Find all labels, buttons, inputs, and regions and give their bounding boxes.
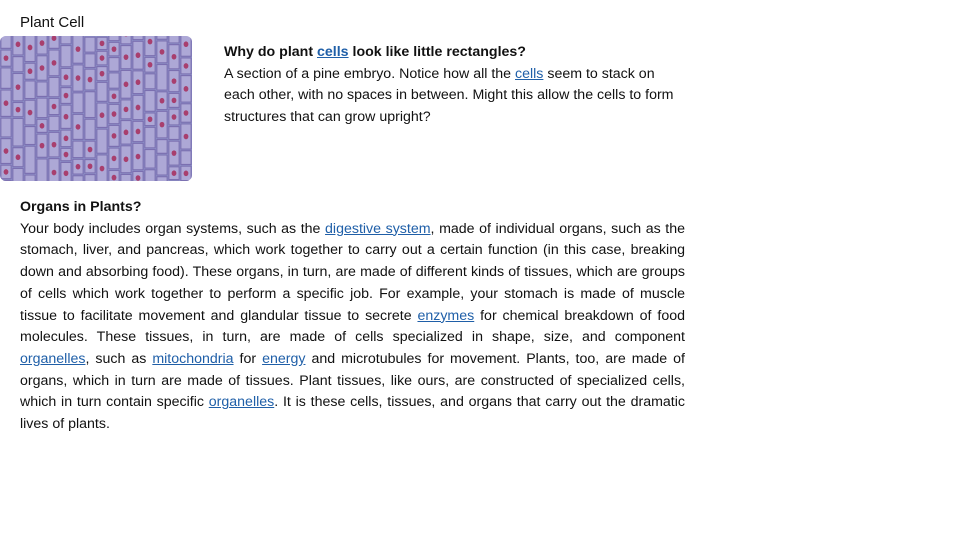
- cell: [85, 175, 95, 181]
- cell: [157, 177, 167, 181]
- cell-nucleus: [124, 107, 129, 113]
- cell-nucleus: [112, 93, 117, 99]
- cell-nucleus: [4, 100, 9, 106]
- cell-nucleus: [64, 114, 69, 120]
- cell: [25, 81, 35, 99]
- cell: [145, 170, 155, 181]
- cell: [13, 168, 23, 181]
- cell: [133, 36, 143, 40]
- cell-nucleus: [124, 82, 129, 88]
- organelles-link[interactable]: organelles: [20, 350, 86, 367]
- cell-nucleus: [64, 136, 69, 142]
- cell: [1, 36, 11, 48]
- cell: [1, 180, 11, 181]
- cell-nucleus: [16, 42, 21, 48]
- cell-nucleus: [52, 104, 57, 110]
- cell-nucleus: [112, 46, 117, 52]
- cell-nucleus: [136, 175, 141, 181]
- cell: [109, 58, 119, 72]
- cell: [13, 57, 23, 72]
- cell-nucleus: [100, 55, 105, 61]
- cells-link[interactable]: cells: [317, 44, 349, 60]
- cell-nucleus: [100, 166, 105, 172]
- cell-nucleus: [136, 105, 141, 111]
- cell-nucleus: [172, 98, 177, 104]
- cell: [85, 92, 95, 118]
- cell-nucleus: [184, 110, 189, 116]
- cell-nucleus: [100, 112, 105, 118]
- cell: [169, 36, 179, 43]
- cell: [121, 36, 131, 44]
- cell: [61, 46, 71, 67]
- cell: [73, 176, 83, 181]
- cell-nucleus: [184, 171, 189, 177]
- cell-nucleus: [76, 124, 81, 130]
- cell-nucleus: [136, 154, 141, 160]
- cell-nucleus: [160, 98, 165, 104]
- cell-nucleus: [76, 46, 81, 52]
- cell-nucleus: [160, 49, 165, 55]
- cell-nucleus: [76, 164, 81, 170]
- cell: [37, 159, 47, 181]
- cell-nucleus: [28, 45, 33, 51]
- cell: [181, 151, 191, 165]
- organelles-link-2[interactable]: organelles: [208, 394, 275, 411]
- cell-nucleus: [112, 133, 117, 139]
- cell-nucleus: [16, 84, 21, 90]
- cell: [157, 64, 167, 90]
- cell-nucleus: [172, 150, 177, 156]
- cell-nucleus: [136, 52, 141, 58]
- cell-nucleus: [136, 79, 141, 85]
- cell-nucleus: [40, 143, 45, 149]
- cell: [73, 93, 83, 113]
- cell: [157, 155, 167, 175]
- cell: [97, 82, 107, 101]
- cell: [145, 90, 155, 111]
- cell: [1, 118, 11, 137]
- cell-nucleus: [148, 62, 153, 68]
- cell-nucleus: [184, 134, 189, 140]
- energy-link[interactable]: energy: [262, 350, 306, 367]
- cell: [145, 127, 155, 148]
- cell: [37, 82, 47, 97]
- cell: [25, 175, 35, 181]
- cell-nucleus: [40, 65, 45, 71]
- cell-nucleus: [112, 175, 117, 181]
- cell-nucleus: [88, 147, 93, 153]
- cell-nucleus: [16, 107, 21, 113]
- cell-nucleus: [148, 39, 153, 45]
- cell-nucleus: [100, 41, 105, 47]
- cell-nucleus: [64, 152, 69, 158]
- enzymes-link[interactable]: enzymes: [417, 307, 475, 324]
- cell: [61, 36, 71, 44]
- cell-nucleus: [52, 142, 57, 148]
- image-caption: [224, 42, 684, 128]
- cell: [145, 149, 155, 168]
- cell-nucleus: [184, 63, 189, 69]
- cell: [73, 141, 83, 158]
- organs-heading: Organs in Plants?: [20, 199, 142, 215]
- cell: [157, 140, 167, 154]
- cell-nucleus: [64, 93, 69, 99]
- cell: [145, 74, 155, 89]
- cell-nucleus: [76, 75, 81, 81]
- cell-nucleus: [28, 68, 33, 74]
- cell: [97, 129, 107, 153]
- cell: [25, 146, 35, 173]
- cell-nucleus: [40, 123, 45, 129]
- cell: [85, 54, 95, 68]
- cell: [49, 77, 59, 96]
- cells-link-2[interactable]: cells: [515, 65, 544, 82]
- cell-nucleus: [184, 86, 189, 92]
- plant-cell-micrograph-image: [0, 36, 192, 181]
- cell: [121, 174, 131, 181]
- cell: [49, 116, 59, 131]
- cell-nucleus: [4, 55, 9, 61]
- plant-cell-micrograph-icon: [0, 36, 192, 181]
- mitochondria-link[interactable]: mitochondria: [152, 350, 234, 367]
- cell-nucleus: [28, 110, 33, 116]
- cell-nucleus: [184, 41, 189, 47]
- cell: [1, 68, 11, 89]
- cell-nucleus: [52, 170, 57, 176]
- slide-title: Plant Cell: [20, 14, 85, 31]
- cell: [169, 127, 179, 140]
- cell-nucleus: [100, 71, 105, 77]
- cell: [37, 98, 47, 118]
- cell-nucleus: [88, 77, 93, 83]
- cell-nucleus: [40, 40, 45, 46]
- cell-nucleus: [136, 129, 141, 135]
- cell-nucleus: [112, 156, 117, 162]
- cell-nucleus: [52, 60, 57, 66]
- cell-nucleus: [4, 148, 9, 154]
- caption-heading: Why do plant cells look like little rectangles?: [224, 44, 526, 60]
- cell: [109, 73, 119, 88]
- cell: [85, 37, 95, 52]
- cell-nucleus: [4, 169, 9, 175]
- cell-nucleus: [124, 156, 129, 162]
- cell-nucleus: [64, 170, 69, 176]
- cell-nucleus: [88, 163, 93, 169]
- digestive-system-link[interactable]: digestive system: [325, 220, 431, 237]
- cell: [109, 36, 119, 41]
- cell-nucleus: [172, 114, 177, 120]
- cell-nucleus: [148, 116, 153, 122]
- cell-nucleus: [172, 78, 177, 84]
- cell-nucleus: [112, 111, 117, 117]
- cell: [85, 119, 95, 139]
- cell-nucleus: [16, 154, 21, 160]
- organs-paragraph: Organs in Plants? Your body includes organ systems, such as the digestive system, made of individual organs, such as the stomach, liver, and pancreas, which work together to carry out a certain function (in this case, breaking down and absorbing food). These organs, in turn, are made of different kinds of tissues, which are groups of cells which work together to perform a specific job. For example, your stomach is made of muscle tissue to facilitate movement and glandular tissue to secrete enzymes for chemical breakdown of food molecules. These tissues, in turn, are made of cells specialized in shape, size, and component organelles, such as mitochondria for energy and microtubules for movement. Plants, too, are made of organs, which in turn are made of tissues. Plant tissues, like ours, are constructed of specialized cells, which in turn contain specific organelles. It is these cells, tissues, and organs that carry out the dramatic lives of plants.: [20, 199, 685, 433]
- cell-nucleus: [64, 74, 69, 80]
- cell: [13, 118, 23, 146]
- cell-nucleus: [172, 170, 177, 176]
- cell: [25, 127, 35, 145]
- cell-nucleus: [124, 54, 129, 60]
- caption-text: A section of a pine embryo. Notice how all the cells seem to stack on each other, with no spaces in between. Might this allow the cells to form structures that can grow upright?: [224, 65, 674, 125]
- cell-nucleus: [172, 54, 177, 60]
- cell-nucleus: [124, 130, 129, 136]
- cell-nucleus: [160, 122, 165, 128]
- cell: [157, 36, 167, 39]
